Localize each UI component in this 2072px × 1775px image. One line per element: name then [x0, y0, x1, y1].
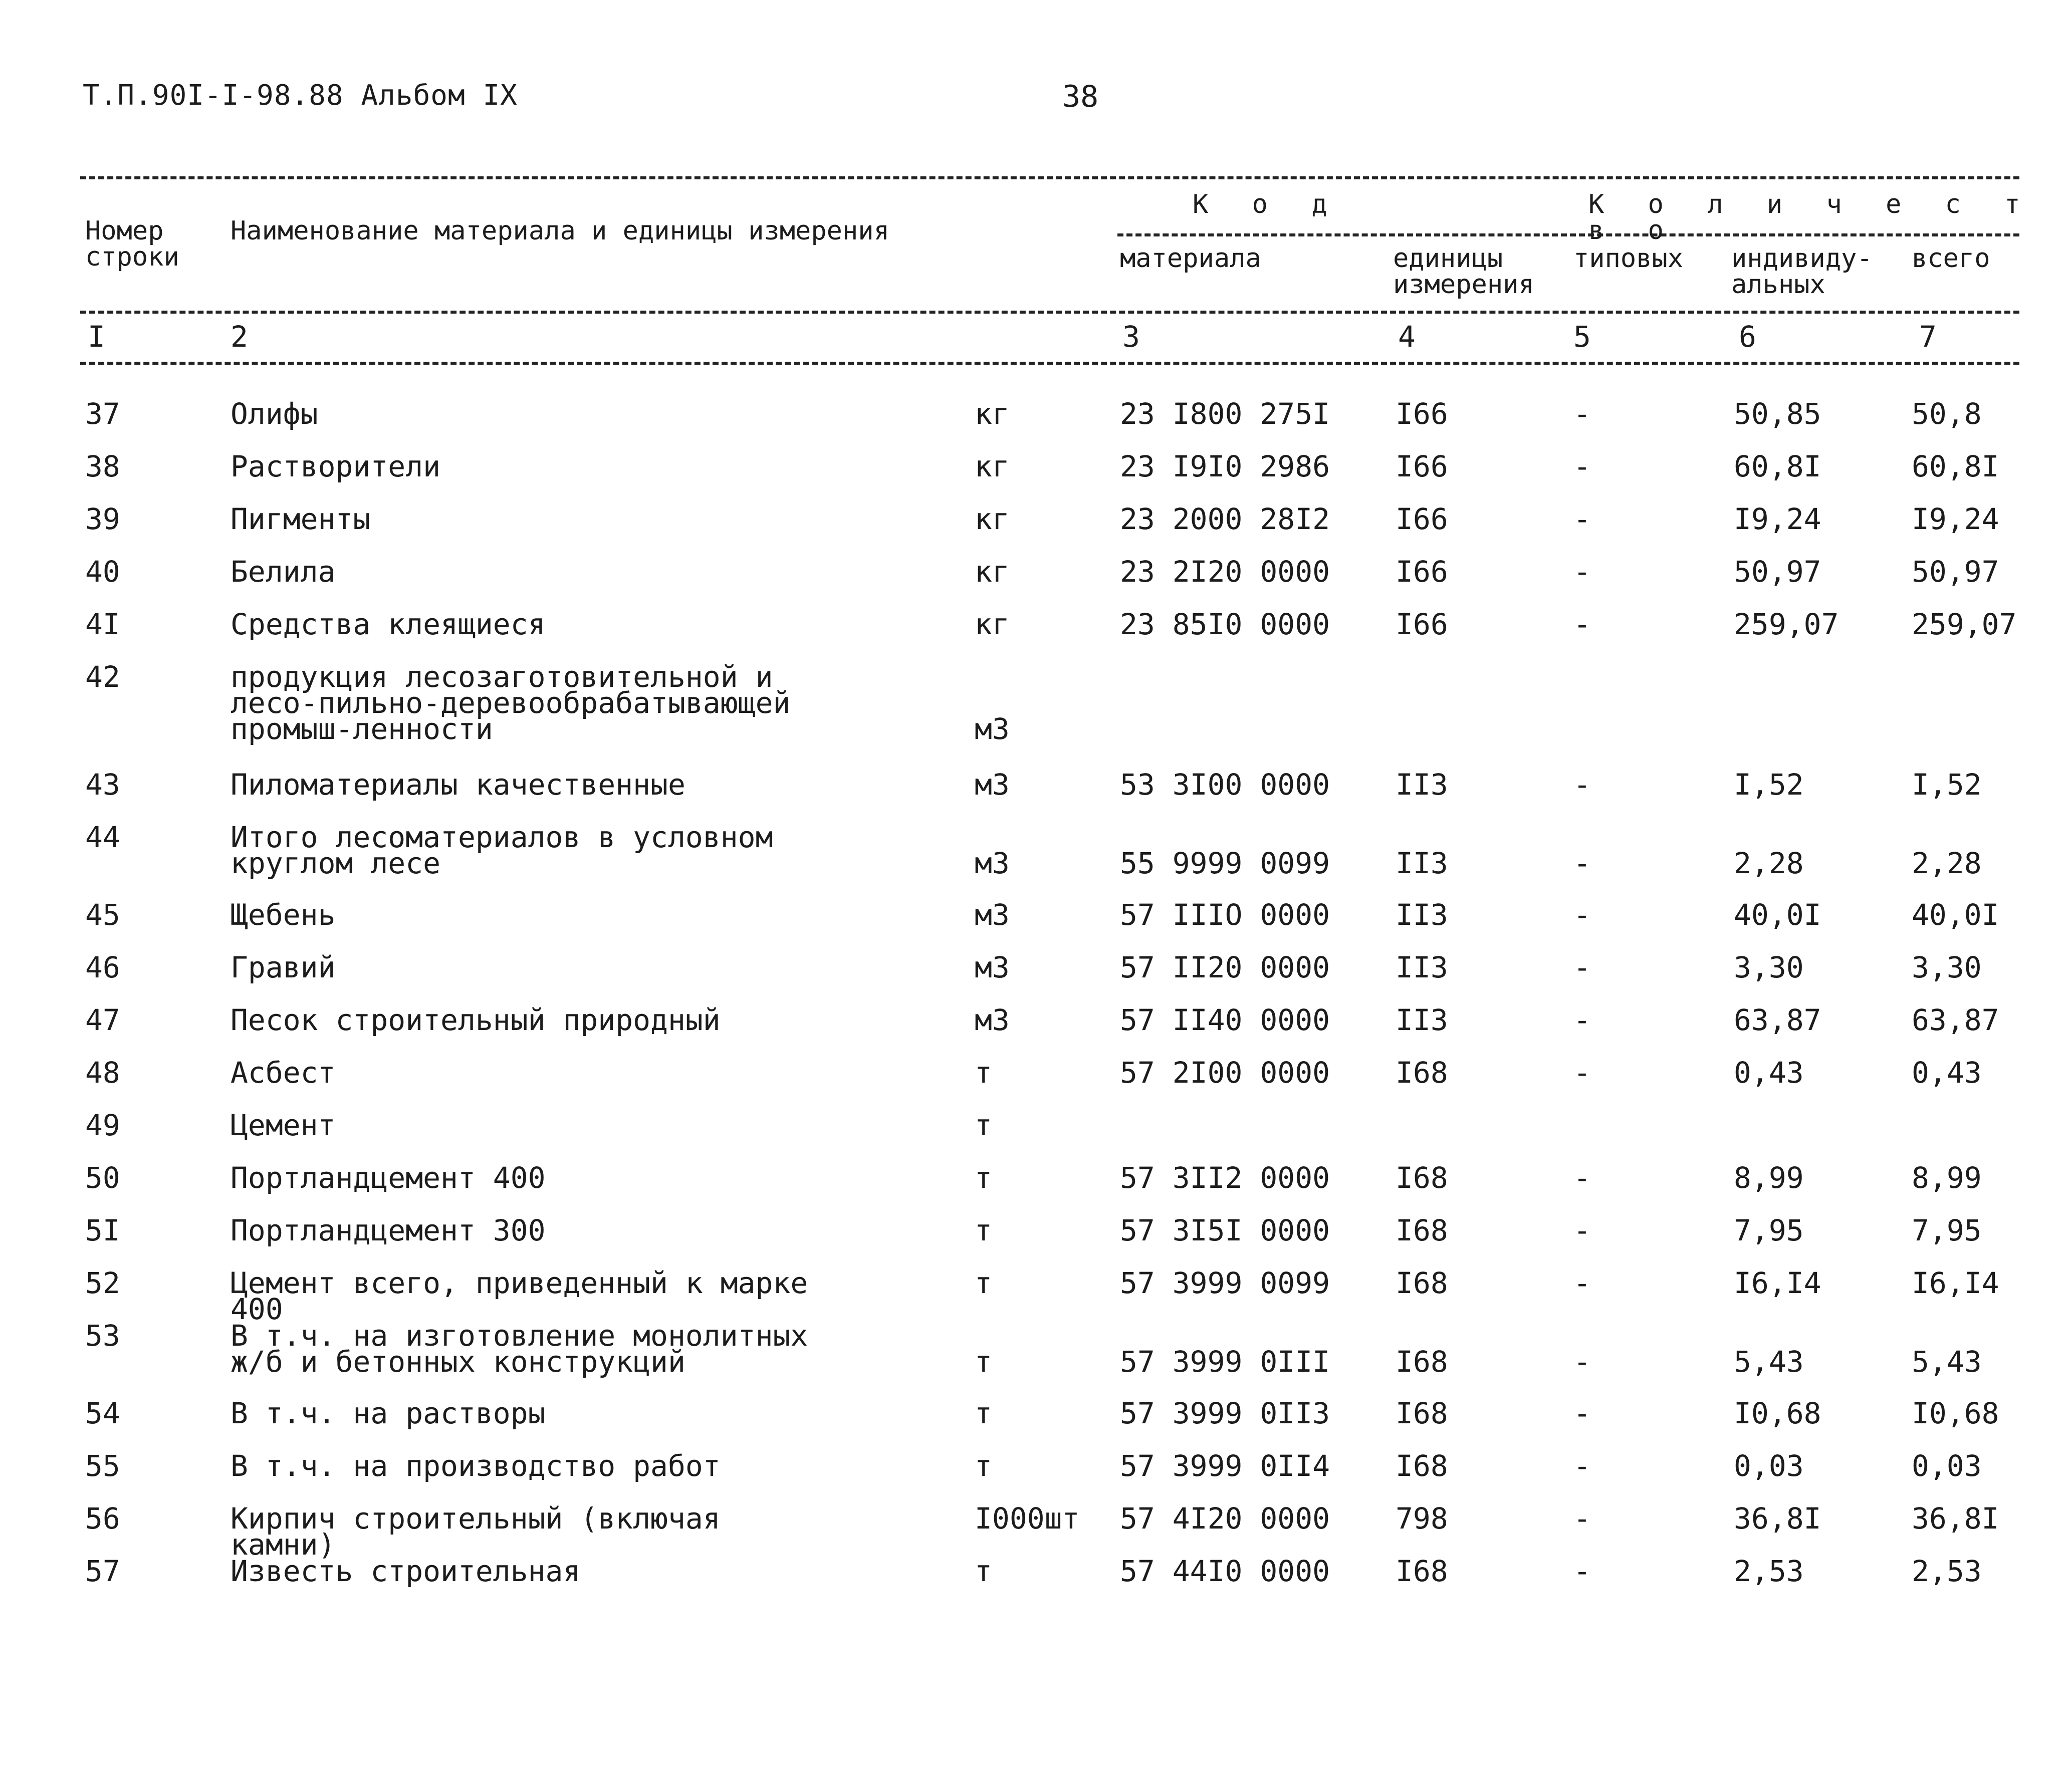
qty-total: 50,97: [1912, 555, 1999, 589]
row-number: 53: [85, 1319, 120, 1353]
unit: т: [975, 1345, 992, 1379]
material-name: Кирпич строительный (включая камни): [231, 1501, 721, 1562]
material-code: 23 85I0 0000: [1120, 607, 1330, 641]
qty-typical: -: [1573, 1554, 1591, 1588]
unit-code: I66: [1396, 397, 1448, 431]
colnum-4: 4: [1398, 320, 1416, 354]
qty-typical: -: [1573, 1396, 1591, 1430]
row-number: 54: [85, 1396, 120, 1430]
material-name: Портландцемент 400: [231, 1161, 546, 1195]
qty-individual: 0,43: [1734, 1056, 1804, 1090]
material-code: 53 3I00 0000: [1120, 768, 1330, 802]
unit: кг: [975, 502, 1010, 536]
qty-total: 40,0I: [1912, 898, 1999, 932]
unit-code: I68: [1396, 1213, 1448, 1247]
row-number: 56: [85, 1501, 120, 1536]
unit: т: [975, 1449, 992, 1483]
material-name: Известь строительная: [231, 1554, 581, 1588]
unit: м3: [975, 898, 1010, 932]
document-reference: Т.П.90I-I-98.88 Альбом IX: [83, 79, 518, 112]
unit: т: [975, 1396, 992, 1430]
qty-typical: -: [1573, 1003, 1591, 1037]
qty-total: 63,87: [1912, 1003, 1999, 1037]
unit-code: II3: [1396, 950, 1448, 984]
material-code: 57 3II2 0000: [1120, 1161, 1330, 1195]
material-code: 23 I800 275I: [1120, 397, 1330, 431]
qty-individual: 5,43: [1734, 1345, 1804, 1379]
material-name: Пиломатериалы качественные: [231, 768, 685, 802]
unit-code: I68: [1396, 1161, 1448, 1195]
qty-individual: 259,07: [1734, 607, 1839, 641]
qty-total: 5,43: [1912, 1345, 1982, 1379]
qty-typical: -: [1573, 502, 1591, 536]
qty-individual: 8,99: [1734, 1161, 1804, 1195]
header-qty-total: всего: [1912, 243, 1990, 274]
row-number: 38: [85, 449, 120, 483]
header-quantity-group: К о л и ч е с т в о: [1588, 189, 2034, 245]
qty-total: I6,I4: [1912, 1266, 1999, 1300]
unit-code: I68: [1396, 1449, 1448, 1483]
unit: м3: [975, 768, 1010, 802]
qty-individual: 2,28: [1734, 846, 1804, 880]
qty-total: 60,8I: [1912, 449, 1999, 483]
material-name: Олифы: [231, 397, 318, 431]
unit-code: I66: [1396, 555, 1448, 589]
row-number: 46: [85, 950, 120, 984]
header-qty-individual: индивиду-альных: [1731, 243, 1873, 300]
qty-total: 259,07: [1912, 607, 2017, 641]
row-number: 4I: [85, 607, 120, 641]
unit: кг: [975, 607, 1010, 641]
material-name: Итого лесоматериалов в условном круглом лесе: [231, 820, 773, 880]
header-qty-typical: типовых: [1573, 243, 1684, 274]
qty-total: 36,8I: [1912, 1501, 1999, 1536]
material-code: 57 IIIO 0000: [1120, 898, 1330, 932]
material-name: Щебень: [231, 898, 336, 932]
qty-individual: 2,53: [1734, 1554, 1804, 1588]
qty-total: 2,53: [1912, 1554, 1982, 1588]
colnum-3: 3: [1122, 320, 1140, 354]
unit-code: II3: [1396, 1003, 1448, 1037]
qty-typical: -: [1573, 1161, 1591, 1195]
qty-total: 7,95: [1912, 1213, 1982, 1247]
colnum-5: 5: [1573, 320, 1591, 354]
qty-typical: -: [1573, 1056, 1591, 1090]
qty-individual: I6,I4: [1734, 1266, 1821, 1300]
colnum-1: I: [88, 320, 105, 354]
material-code: 57 II20 0000: [1120, 950, 1330, 984]
rule-header-bottom: [80, 311, 2019, 314]
unit: кг: [975, 555, 1010, 589]
unit-code: I66: [1396, 502, 1448, 536]
qty-individual: I0,68: [1734, 1396, 1821, 1430]
material-name: Белила: [231, 555, 336, 589]
qty-typical: -: [1573, 846, 1591, 880]
unit-code: II3: [1396, 768, 1448, 802]
material-name: Цемент всего, приведенный к марке 400: [231, 1266, 808, 1326]
material-name: Асбест: [231, 1056, 336, 1090]
qty-typical: -: [1573, 768, 1591, 802]
qty-total: 8,99: [1912, 1161, 1982, 1195]
unit: т: [975, 1554, 992, 1588]
material-name: Средства клеящиеся: [231, 607, 546, 641]
qty-total: 50,8: [1912, 397, 1982, 431]
qty-total: I9,24: [1912, 502, 1999, 536]
qty-individual: 60,8I: [1734, 449, 1821, 483]
row-number: 55: [85, 1449, 120, 1483]
unit: I000шт: [975, 1501, 1080, 1536]
row-number: 52: [85, 1266, 120, 1300]
material-code: 57 3I5I 0000: [1120, 1213, 1330, 1247]
qty-individual: 50,85: [1734, 397, 1821, 431]
row-number: 50: [85, 1161, 120, 1195]
material-code: 57 3999 0II4: [1120, 1449, 1330, 1483]
row-number: 42: [85, 660, 120, 694]
qty-typical: -: [1573, 1266, 1591, 1300]
colnum-7: 7: [1919, 320, 1937, 354]
unit-code: I66: [1396, 607, 1448, 641]
qty-typical: -: [1573, 1345, 1591, 1379]
material-name: Пигменты: [231, 502, 371, 536]
material-name: В т.ч. на производство работ: [231, 1449, 721, 1483]
qty-individual: 40,0I: [1734, 898, 1821, 932]
unit: т: [975, 1266, 992, 1300]
qty-typical: -: [1573, 555, 1591, 589]
unit-code: I68: [1396, 1345, 1448, 1379]
row-number: 39: [85, 502, 120, 536]
row-number: 49: [85, 1108, 120, 1142]
qty-total: 2,28: [1912, 846, 1982, 880]
unit: т: [975, 1056, 992, 1090]
row-number: 57: [85, 1554, 120, 1588]
material-name: Гравий: [231, 950, 336, 984]
qty-individual: I,52: [1734, 768, 1804, 802]
row-number: 37: [85, 397, 120, 431]
unit-code: I66: [1396, 449, 1448, 483]
row-number: 47: [85, 1003, 120, 1037]
material-code: 23 2I20 0000: [1120, 555, 1330, 589]
qty-typical: -: [1573, 1449, 1591, 1483]
qty-individual: I9,24: [1734, 502, 1821, 536]
qty-individual: 63,87: [1734, 1003, 1821, 1037]
header-code-group: К о д: [1193, 189, 1341, 219]
row-number: 48: [85, 1056, 120, 1090]
unit-code: II3: [1396, 846, 1448, 880]
material-code: 57 4I20 0000: [1120, 1501, 1330, 1536]
row-number: 45: [85, 898, 120, 932]
header-row-number: Номер строки: [85, 216, 179, 272]
material-name: В т.ч. на изготовление монолитных ж/б и бетонных конструкций: [231, 1319, 808, 1379]
material-name: Растворители: [231, 449, 441, 483]
page-number: 38: [1062, 79, 1099, 114]
row-number: 40: [85, 555, 120, 589]
colnum-2: 2: [231, 320, 248, 354]
unit: м3: [975, 1003, 1010, 1037]
material-code: 23 2000 28I2: [1120, 502, 1330, 536]
qty-total: I,52: [1912, 768, 1982, 802]
material-code: 57 2I00 0000: [1120, 1056, 1330, 1090]
row-number: 5I: [85, 1213, 120, 1247]
material-name: продукция лесозаготовительной и лесо-пильно-деревообрабатывающей промыш-ленности: [231, 660, 791, 746]
unit-code: I68: [1396, 1554, 1448, 1588]
unit-code: 798: [1396, 1501, 1448, 1536]
qty-total: 0,43: [1912, 1056, 1982, 1090]
qty-total: I0,68: [1912, 1396, 1999, 1430]
rule-top: [80, 176, 2019, 179]
material-name: Цемент: [231, 1108, 336, 1142]
material-name: Песок строительный природный: [231, 1003, 721, 1037]
qty-individual: 3,30: [1734, 950, 1804, 984]
qty-typical: -: [1573, 1501, 1591, 1536]
qty-individual: 7,95: [1734, 1213, 1804, 1247]
row-number: 44: [85, 820, 120, 854]
qty-individual: 50,97: [1734, 555, 1821, 589]
material-code: 23 I9I0 2986: [1120, 449, 1330, 483]
material-code: 57 3999 0099: [1120, 1266, 1330, 1300]
qty-total: 3,30: [1912, 950, 1982, 984]
material-code: 57 II40 0000: [1120, 1003, 1330, 1037]
unit-code: I68: [1396, 1396, 1448, 1430]
header-name: Наименование материала и единицы измерения: [231, 216, 889, 246]
qty-individual: 36,8I: [1734, 1501, 1821, 1536]
unit: т: [975, 1213, 992, 1247]
header-code-unit: единицы измерения: [1393, 243, 1534, 300]
material-name: Портландцемент 300: [231, 1213, 546, 1247]
material-code: 57 44I0 0000: [1120, 1554, 1330, 1588]
qty-typical: -: [1573, 898, 1591, 932]
unit: кг: [975, 397, 1010, 431]
header-code-material: материала: [1120, 243, 1261, 274]
colnum-6: 6: [1739, 320, 1756, 354]
material-name: В т.ч. на растворы: [231, 1396, 546, 1430]
unit: м3: [975, 846, 1010, 880]
unit: т: [975, 1108, 992, 1142]
unit-code: II3: [1396, 898, 1448, 932]
unit-code: I68: [1396, 1056, 1448, 1090]
row-number: 43: [85, 768, 120, 802]
unit-code: I68: [1396, 1266, 1448, 1300]
unit: т: [975, 1161, 992, 1195]
qty-typical: -: [1573, 449, 1591, 483]
qty-typical: -: [1573, 397, 1591, 431]
material-code: 55 9999 0099: [1120, 846, 1330, 880]
qty-typical: -: [1573, 607, 1591, 641]
unit: кг: [975, 449, 1010, 483]
unit: м3: [975, 712, 1010, 746]
rule-colnum-bottom: [80, 362, 2019, 365]
material-code: 57 3999 0II3: [1120, 1396, 1330, 1430]
material-code: 57 3999 0III: [1120, 1345, 1330, 1379]
qty-total: 0,03: [1912, 1449, 1982, 1483]
qty-typical: -: [1573, 950, 1591, 984]
qty-individual: 0,03: [1734, 1449, 1804, 1483]
unit: м3: [975, 950, 1010, 984]
qty-typical: -: [1573, 1213, 1591, 1247]
